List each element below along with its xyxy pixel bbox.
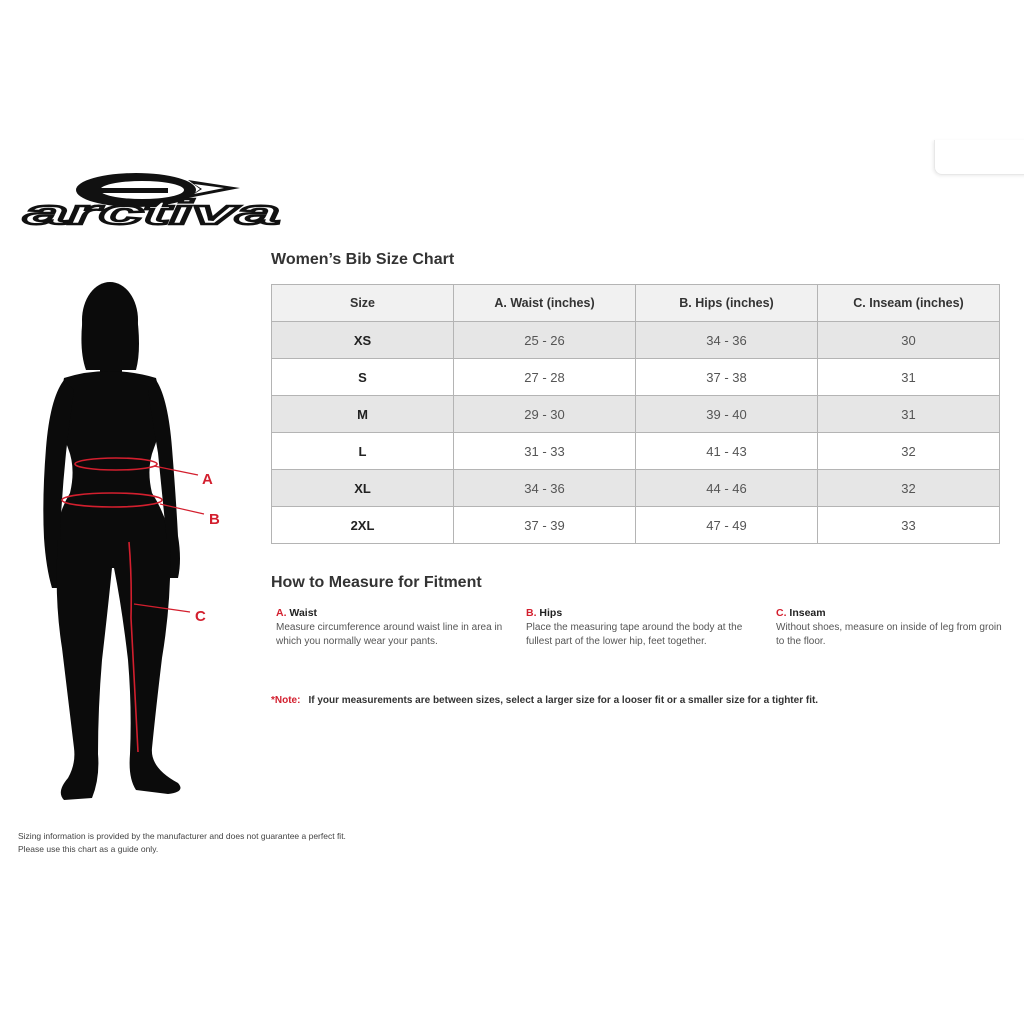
measure-inseam	[776, 606, 1004, 650]
table-row	[272, 396, 1000, 433]
measure-name: Waist	[289, 607, 318, 619]
label-b: B	[209, 511, 220, 528]
waist-cell: 29 - 30	[454, 396, 636, 433]
inseam-cell: 30	[818, 322, 1000, 359]
table-row	[272, 507, 1000, 544]
how-to-measure-title: How to Measure for Fitment	[271, 574, 482, 591]
size-chart-title: Women’s Bib Size Chart	[271, 251, 455, 268]
measure-text: Place the measuring tape around the body at the fullest part of the lower hip, feet together.	[526, 621, 743, 647]
measure-heading	[276, 606, 506, 621]
header-inseam: C. Inseam (inches)	[818, 285, 1000, 322]
table-row	[272, 359, 1000, 396]
disclaimer	[18, 830, 346, 855]
inseam-cell: 31	[818, 396, 1000, 433]
inseam-cell: 32	[818, 433, 1000, 470]
measure-name: Hips	[539, 607, 563, 619]
disclaimer-line-2: Please use this chart as a guide only.	[18, 843, 159, 854]
waist-cell: 34 - 36	[454, 470, 636, 507]
table-row	[272, 470, 1000, 507]
waist-cell: 27 - 28	[454, 359, 636, 396]
size-chart-table	[271, 284, 1000, 544]
table-row	[272, 322, 1000, 359]
measure-name: Inseam	[789, 607, 826, 619]
table-header-row	[272, 285, 1000, 322]
measure-letter: B.	[526, 607, 537, 619]
waist-cell: 37 - 39	[454, 507, 636, 544]
measure-letter: C.	[776, 607, 787, 619]
fit-note	[271, 695, 818, 706]
waist-cell: 25 - 26	[454, 322, 636, 359]
hips-cell: 41 - 43	[636, 433, 818, 470]
label-a: A	[202, 471, 213, 488]
silhouette-shape	[43, 282, 180, 800]
measure-heading	[776, 606, 1004, 621]
measure-text: Measure circumference around waist line in area in which you normally wear your pants.	[276, 621, 503, 647]
note-text: If your measurements are between sizes, select a larger size for a looser fit or a smaller size for a tighter fit.	[308, 695, 819, 706]
logo-wordmark: arctiva	[24, 194, 280, 230]
size-cell: XS	[272, 322, 454, 359]
hips-cell: 47 - 49	[636, 507, 818, 544]
hips-cell: 39 - 40	[636, 396, 818, 433]
hips-cell: 37 - 38	[636, 359, 818, 396]
header-waist: A. Waist (inches)	[454, 285, 636, 322]
size-cell: L	[272, 433, 454, 470]
hips-cell: 44 - 46	[636, 470, 818, 507]
corner-card	[934, 140, 1024, 175]
inseam-cell: 32	[818, 470, 1000, 507]
table-row	[272, 433, 1000, 470]
inseam-cell: 33	[818, 507, 1000, 544]
note-label: *Note:	[271, 695, 301, 706]
measure-hips	[526, 606, 756, 650]
size-cell: XL	[272, 470, 454, 507]
label-c: C	[195, 608, 206, 625]
measure-text: Without shoes, measure on inside of leg from groin to the floor.	[776, 621, 1002, 647]
body-silhouette	[28, 278, 238, 808]
measure-letter: A.	[276, 607, 287, 619]
arctiva-logo	[18, 168, 288, 230]
size-cell: 2XL	[272, 507, 454, 544]
measure-heading	[526, 606, 756, 621]
size-cell: M	[272, 396, 454, 433]
hips-cell: 34 - 36	[636, 322, 818, 359]
size-cell: S	[272, 359, 454, 396]
measure-waist	[276, 606, 506, 650]
header-size: Size	[272, 285, 454, 322]
header-hips: B. Hips (inches)	[636, 285, 818, 322]
disclaimer-line-1: Sizing information is provided by the manufacturer and does not guarantee a perfect fit.	[18, 831, 346, 841]
inseam-cell: 31	[818, 359, 1000, 396]
waist-cell: 31 - 33	[454, 433, 636, 470]
